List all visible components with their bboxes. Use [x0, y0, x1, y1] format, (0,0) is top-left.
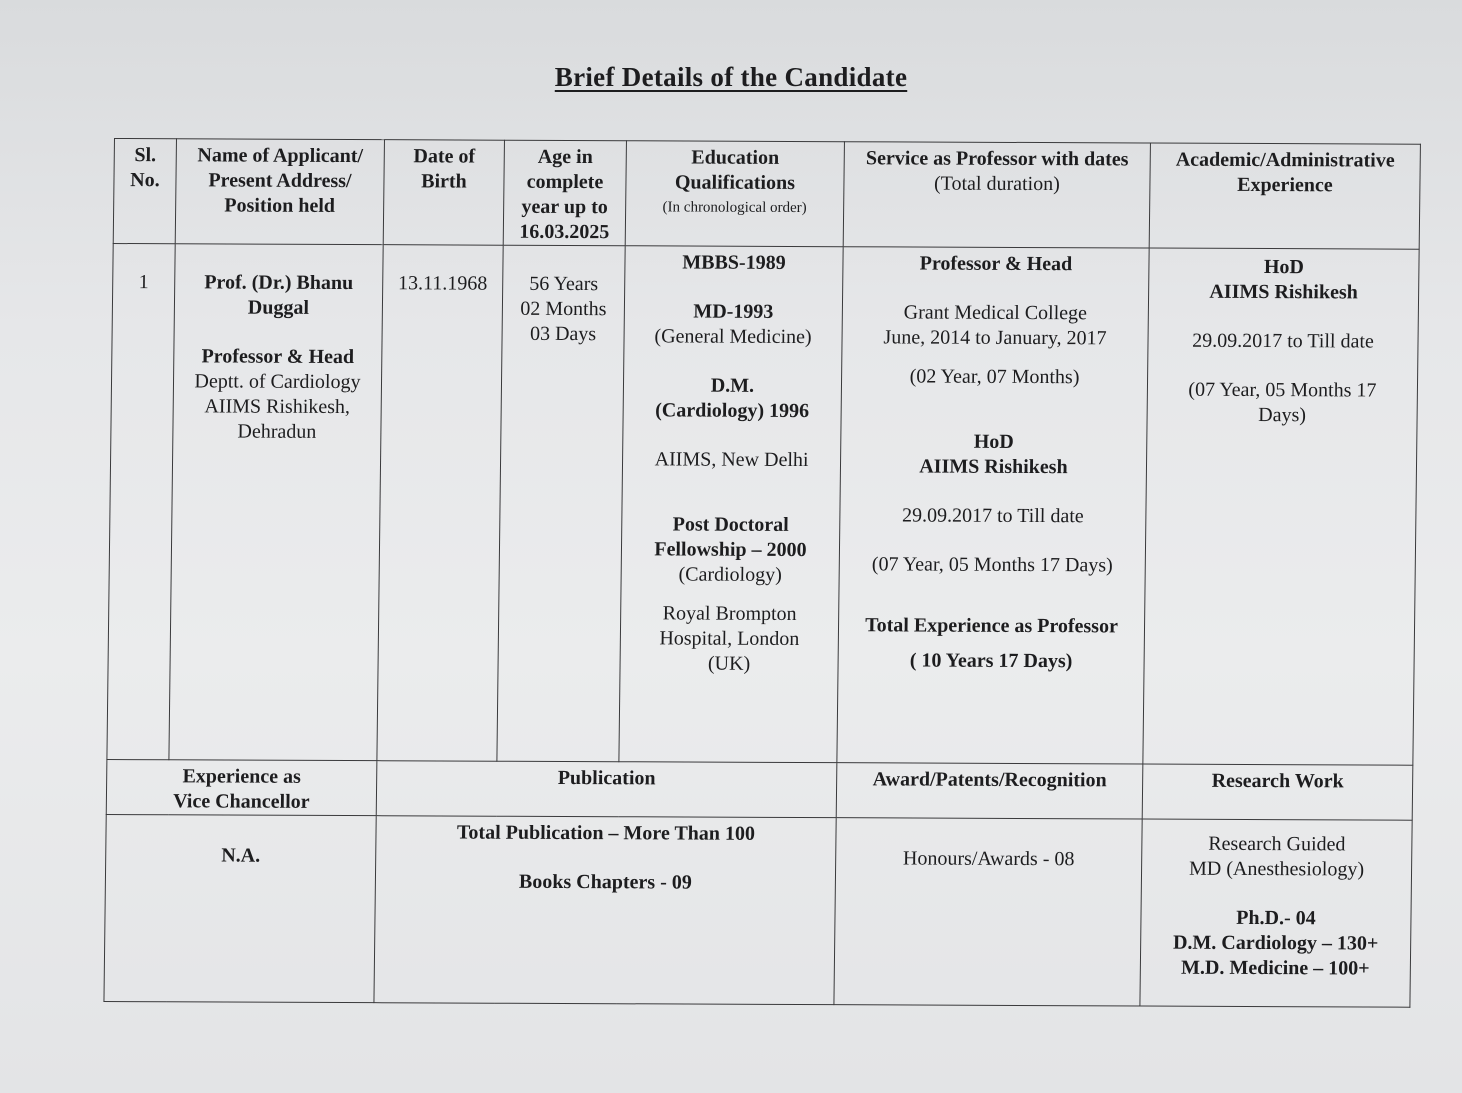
- cell-research: Research Guided MD (Anesthesiology) Ph.D.- 04 D.M. Cardiology – 130+ M.D. Medicine – 100+: [1140, 819, 1412, 1007]
- cell-dob: 13.11.1968: [377, 245, 503, 762]
- candidate-details-table: [103, 138, 1419, 1008]
- header-research: Research Work: [1142, 764, 1413, 820]
- header-age: Age in complete year up to 16.03.2025: [503, 140, 626, 246]
- header-dob: Date of Birth: [383, 140, 504, 246]
- cell-experience: HoD AIIMS Rishikesh 29.09.2017 to Till date (07 Year, 05 Months 17 Days): [1143, 248, 1419, 765]
- applicant-name: Prof. (Dr.) Bhanu Duggal: [204, 271, 354, 319]
- cell-applicant: Prof. (Dr.) Bhanu Duggal Professor & Head Deptt. of Cardiology AIIMS Rishikesh, Dehradun: [169, 244, 383, 761]
- cell-service: Professor & Head Grant Medical College June, 2014 to January, 2017 (02 Year, 07 Months) HoD AIIMS Rishikesh 29.09.2017 to Till date (07 Year, 05 Months 17 Days) Total Experience as Professor ( 10 Years 17 Days): [837, 247, 1149, 764]
- header-sl-no: Sl. No.: [113, 139, 176, 244]
- header-experience: Academic/Administrative Experience: [1149, 143, 1420, 249]
- header-service: Service as Professor with dates (Total duration): [843, 142, 1150, 248]
- document-title: Brief Details of the Candidate: [554, 62, 908, 92]
- header-vice-chancellor: Experience as Vice Chancellor: [106, 759, 377, 815]
- cell-publication: Total Publication – More Than 100 Books Chapters - 09: [374, 816, 836, 1005]
- cell-sl-no: 1: [107, 244, 175, 760]
- applicant-position: Professor & Head: [201, 345, 355, 369]
- cell-age: 56 Years 02 Months 03 Days: [497, 245, 625, 762]
- header-name: Name of Applicant/ Present Address/ Position held: [175, 139, 384, 245]
- cell-awards: Honours/Awards - 08: [834, 818, 1142, 1006]
- header-publication: Publication: [376, 761, 837, 818]
- header-education: Education Qualifications (In chronological order): [625, 141, 844, 247]
- cell-education: MBBS-1989 MD-1993 (General Medicine) D.M. (Cardiology) 1996 AIIMS, New Delhi Post Doctoral Fellowship – 2000 (Cardiology) Royal Brompton Hospital, London (UK): [619, 246, 843, 763]
- cell-vice-chancellor: N.A.: [104, 814, 376, 1002]
- header-awards: Award/Patents/Recognition: [836, 763, 1143, 819]
